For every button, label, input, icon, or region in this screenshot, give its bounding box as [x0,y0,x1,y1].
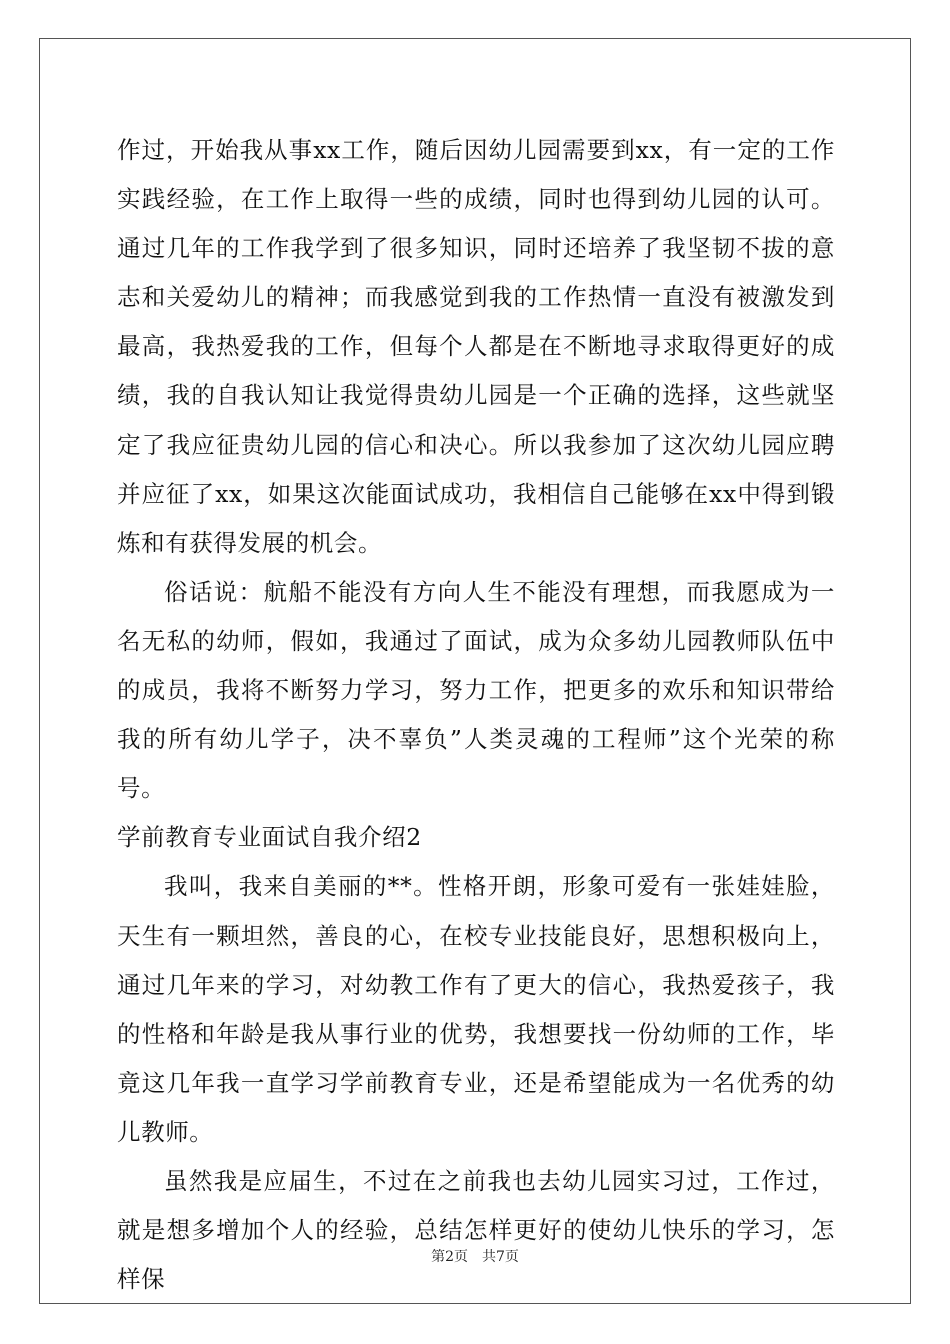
document-body [117,126,835,1304]
paragraph-introduction: 我叫，我来自美丽的**。性格开朗，形象可爱有一张娃娃脸，天生有一颗坦然，善良的心，在校专业技能良好，思想积极向上，通过几年来的学习，对幼教工作有了更大的信心，我热爱孩子，我的性格和年龄是我从事行业的优势，我想要找一份幼师的工作，毕竟这几年我一直学习学前教育专业，还是希望能成为一名优秀的幼儿教师。 [117,872,835,1146]
paragraph-experience: 虽然我是应届生，不过在之前我也去幼儿园实习过，工作过，就是想多增加个人的经验，总结怎样更好的使幼儿快乐的学习，怎样保 [117,1166,835,1294]
section-heading: 学前教育专业面试自我介绍2 [117,823,422,852]
paragraph-continued: 作过，开始我从事xx工作，随后因幼儿园需要到xx，有一定的工作实践经验，在工作上取得一些的成绩，同时也得到幼儿园的认可。通过几年的工作我学到了很多知识，同时还培养了我坚韧不拔的意志和关爱幼儿的精神；而我感觉到我的工作热情一直没有被激发到最高，我热爱我的工作，但每个人都是在不断地寻求取得更好的成绩，我的自我认知让我觉得贵幼儿园是一个正确的选择，这些就坚定了我应征贵幼儿园的信心和决心。所以我参加了这次幼儿园应聘并应征了xx，如果这次能面试成功，我相信自己能够在xx中得到锻炼和有获得发展的机会。 [117,136,835,557]
page-number-footer: 第2页 共7页 [431,1249,519,1265]
paragraph-saying: 俗话说：航船不能没有方向人生不能没有理想，而我愿成为一名无私的幼师，假如，我通过了面试，成为众多幼儿园教师队伍中的成员，我将不断努力学习，努力工作，把更多的欢乐和知识带给我的所有幼儿学子，决不辜负”人类灵魂的工程师”这个光荣的称号。 [117,577,835,803]
